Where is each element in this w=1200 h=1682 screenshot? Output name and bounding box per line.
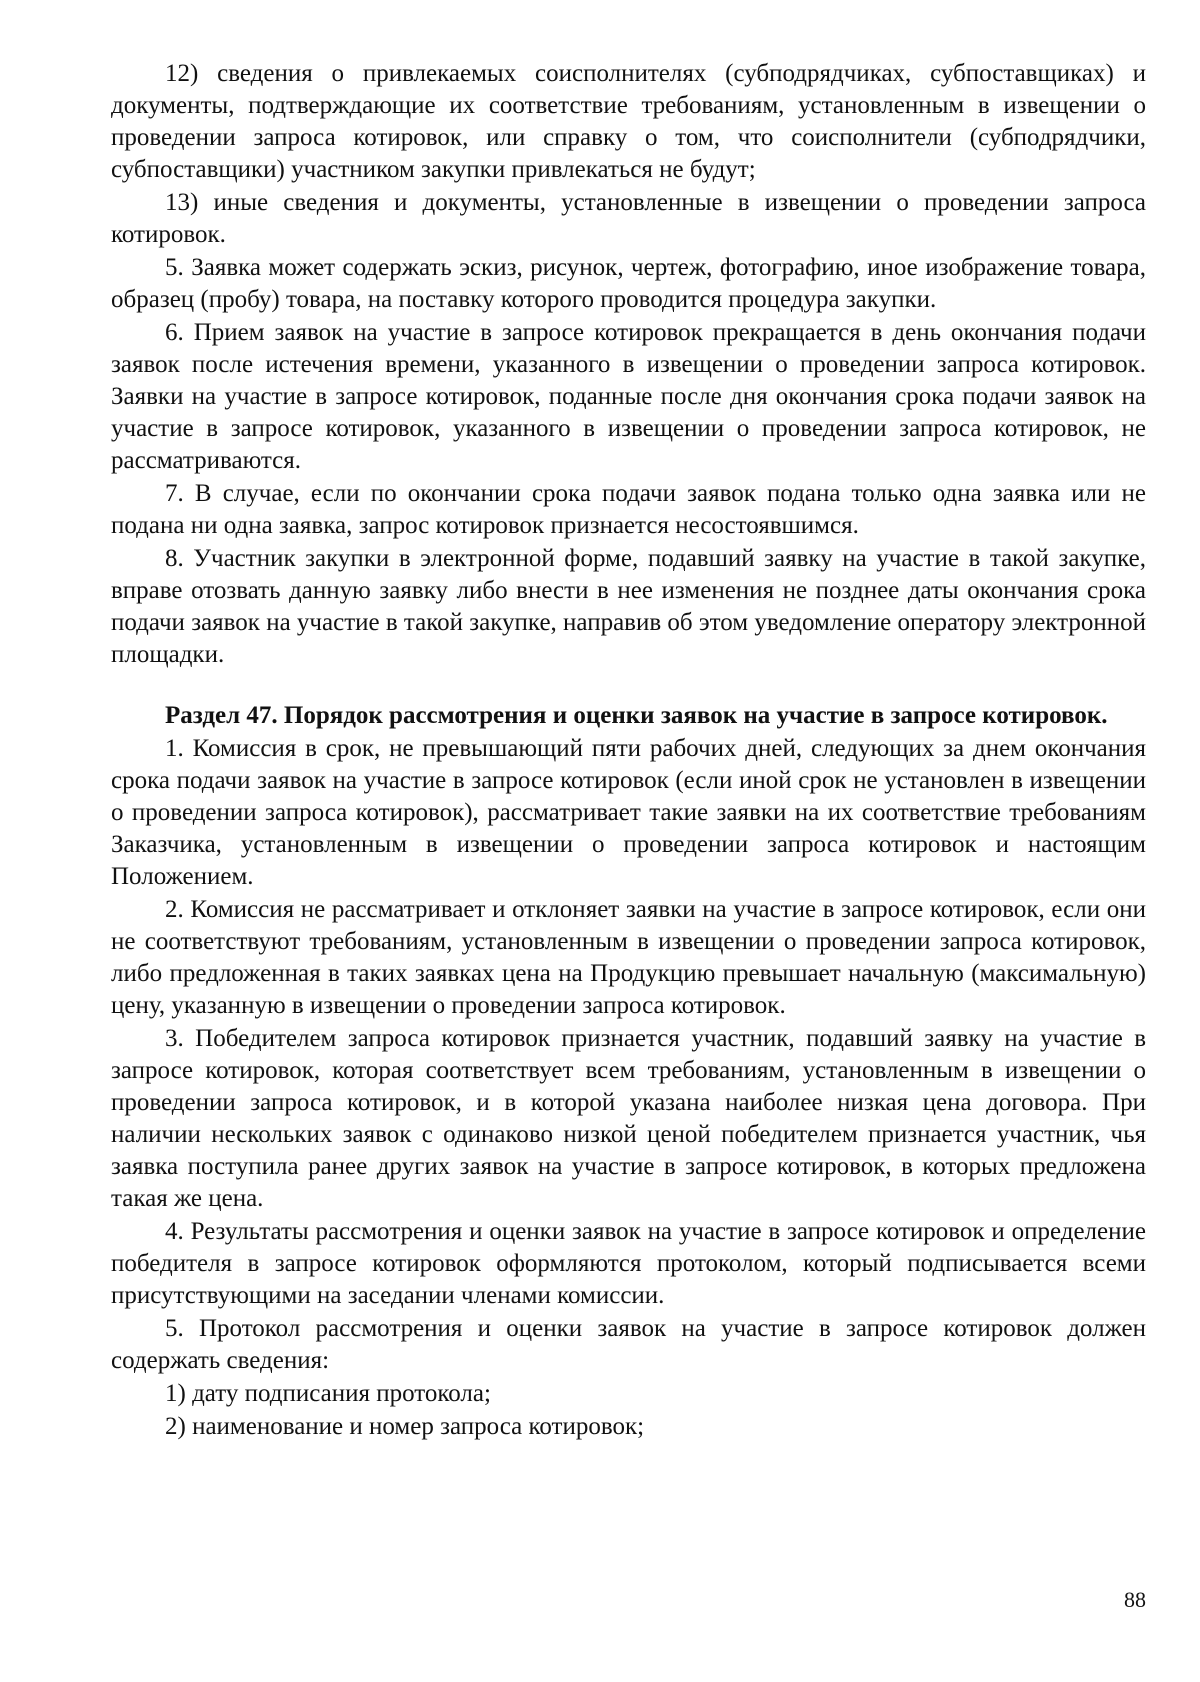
paragraph-clause-7: 7. В случае, если по окончании срока подачи заявок подана только одна заявка или не подана ни одна заявка, запрос котировок признается несостоявшимся.: [111, 480, 1146, 539]
paragraph-section-clause-5: 5. Протокол рассмотрения и оценки заявок на участие в запросе котировок должен содержать сведения:: [111, 1315, 1146, 1374]
paragraph-section-clause-2: 2. Комиссия не рассматривает и отклоняет заявки на участие в запросе котировок, если они не соответствуют требованиям, установленным в извещении о проведении запроса котировок, либо предложенная в таких заявках цена на Продукцию превышает начальную (максимальную) цену, указанную в извещении о проведении запроса котировок.: [111, 896, 1146, 1019]
paragraph-clause-5: 5. Заявка может содержать эскиз, рисунок, чертеж, фотографию, иное изображение товара, образец (пробу) товара, на поставку которого проводится процедура закупки.: [111, 254, 1146, 313]
paragraph-section-clause-3: 3. Победителем запроса котировок признается участник, подавший заявку на участие в запросе котировок, которая соответствует всем требованиям, установленным в извещении о проведении запроса котировок, и в которой указана наиболее низкая цена договора. При наличии нескольких заявок с одинаково низкой ценой победителем признается участник, чья заявка поступила ранее других заявок на участие в запросе котировок, в которых предложена такая же цена.: [111, 1025, 1146, 1212]
paragraph-clause-6: 6. Прием заявок на участие в запросе котировок прекращается в день окончания подачи заявок после истечения времени, указанного в извещении о проведении запроса котировок. Заявки на участие в запросе котировок, поданные после дня окончания срока подачи заявок на участие в запросе котировок, указанного в извещении о проведении запроса котировок, не рассматриваются.: [111, 319, 1146, 474]
paragraph-subitem-1: 1) дату подписания протокола;: [165, 1380, 491, 1407]
paragraph-clause-8: 8. Участник закупки в электронной форме, подавший заявку на участие в такой закупке, вправе отозвать данную заявку либо внести в нее изменения не позднее даты окончания срока подачи заявок на участие в такой закупке, направив об этом уведомление оператору электронной площадки.: [111, 545, 1146, 668]
paragraph-section-clause-4: 4. Результаты рассмотрения и оценки заявок на участие в запросе котировок и определение победителя в запросе котировок оформляются протоколом, который подписывается всеми присутствующими на заседании членами комиссии.: [111, 1218, 1146, 1309]
document-page: [111, 58, 1146, 1443]
paragraph-section-clause-1: 1. Комиссия в срок, не превышающий пяти рабочих дней, следующих за днем окончания срока подачи заявок на участие в запросе котировок (если иной срок не установлен в извещении о проведении запроса котировок), рассматривает такие заявки на их соответствие требованиям Заказчика, установленным в извещении о проведении запроса котировок и настоящим Положением.: [111, 735, 1146, 890]
paragraph-item-13: 13) иные сведения и документы, установленные в извещении о проведении запроса котировок.: [111, 189, 1146, 248]
page-number: 88: [1124, 1587, 1146, 1612]
paragraph-subitem-2: 2) наименование и номер запроса котировок;: [165, 1413, 645, 1440]
section-title: Раздел 47. Порядок рассмотрения и оценки заявок на участие в запросе котировок.: [165, 702, 1108, 729]
paragraph-item-12: 12) сведения о привлекаемых соисполнителях (субподрядчиках, субпоставщиках) и документы, подтверждающие их соответствие требованиям, установленным в извещении о проведении запроса котировок, или справку о том, что соисполнители (субподрядчики, субпоставщики) участником закупки привлекаться не будут;: [111, 60, 1146, 183]
